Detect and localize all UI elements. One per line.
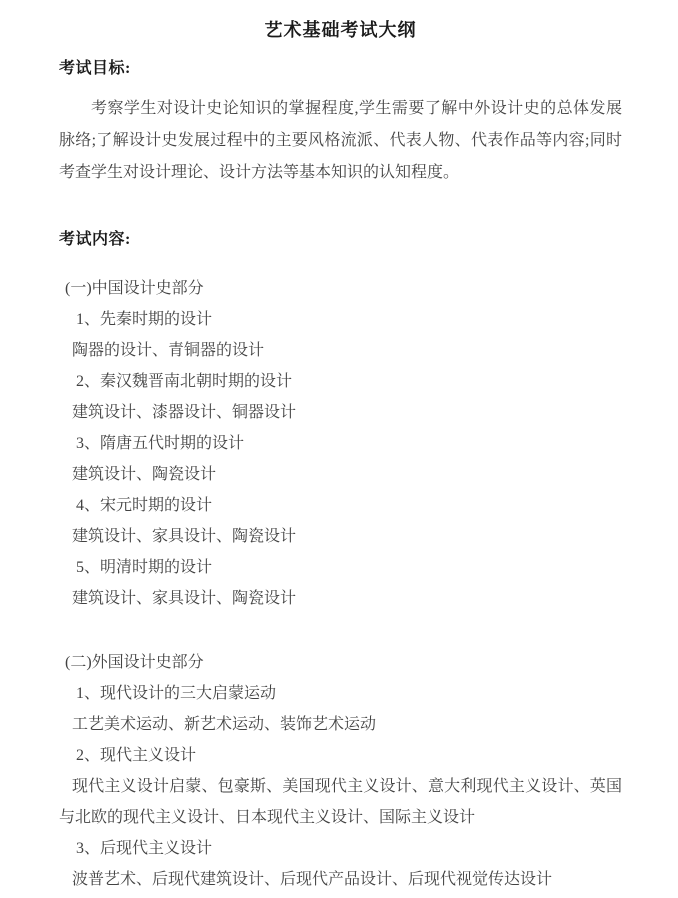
syllabus-line: 现代主义设计启蒙、包豪斯、美国现代主义设计、意大利现代主义设计、英国与北欧的现代主义设计、日本现代主义设计、国际主义设计 — [59, 778, 622, 826]
syllabus-line: 1、先秦时期的设计 — [76, 311, 213, 328]
exam-content-heading: 考试内容: — [59, 231, 131, 248]
part1-title: (一)中国设计史部分 — [65, 280, 204, 297]
syllabus-line: 1、现代设计的三大启蒙运动 — [76, 685, 277, 702]
syllabus-line: 建筑设计、家具设计、陶瓷设计 — [72, 528, 297, 545]
syllabus-line: 建筑设计、家具设计、陶瓷设计 — [72, 590, 297, 607]
syllabus-line: 3、隋唐五代时期的设计 — [76, 435, 245, 452]
exam-objective-heading: 考试目标: — [59, 60, 131, 77]
syllabus-line: 2、现代主义设计 — [76, 747, 197, 764]
syllabus-line: 3、后现代主义设计 — [76, 840, 213, 857]
syllabus-line: 建筑设计、漆器设计、铜器设计 — [72, 404, 297, 421]
syllabus-line: 陶器的设计、青铜器的设计 — [72, 342, 265, 359]
syllabus-line: 4、宋元时期的设计 — [76, 497, 213, 514]
part2-title: (二)外国设计史部分 — [65, 654, 204, 671]
syllabus-line: 2、秦汉魏晋南北朝时期的设计 — [76, 373, 293, 390]
syllabus-line: 5、明清时期的设计 — [76, 559, 213, 576]
syllabus-line: 工艺美术运动、新艺术运动、装饰艺术运动 — [72, 716, 377, 733]
syllabus-line: 建筑设计、陶瓷设计 — [72, 466, 217, 483]
exam-objective-paragraph: 考察学生对设计史论知识的掌握程度,学生需要了解中外设计史的总体发展脉络;了解设计史发展过程中的主要风格流派、代表人物、代表作品等内容;同时考查学生对设计理论、设计方法等基本知识的认知程度。 — [59, 100, 622, 181]
section-chinese-design-history — [59, 273, 622, 614]
document-title: 艺术基础考试大纲 — [264, 20, 417, 40]
section-foreign-design-history — [59, 647, 622, 895]
syllabus-line: 波普艺术、后现代建筑设计、后现代产品设计、后现代视觉传达设计 — [72, 871, 553, 888]
